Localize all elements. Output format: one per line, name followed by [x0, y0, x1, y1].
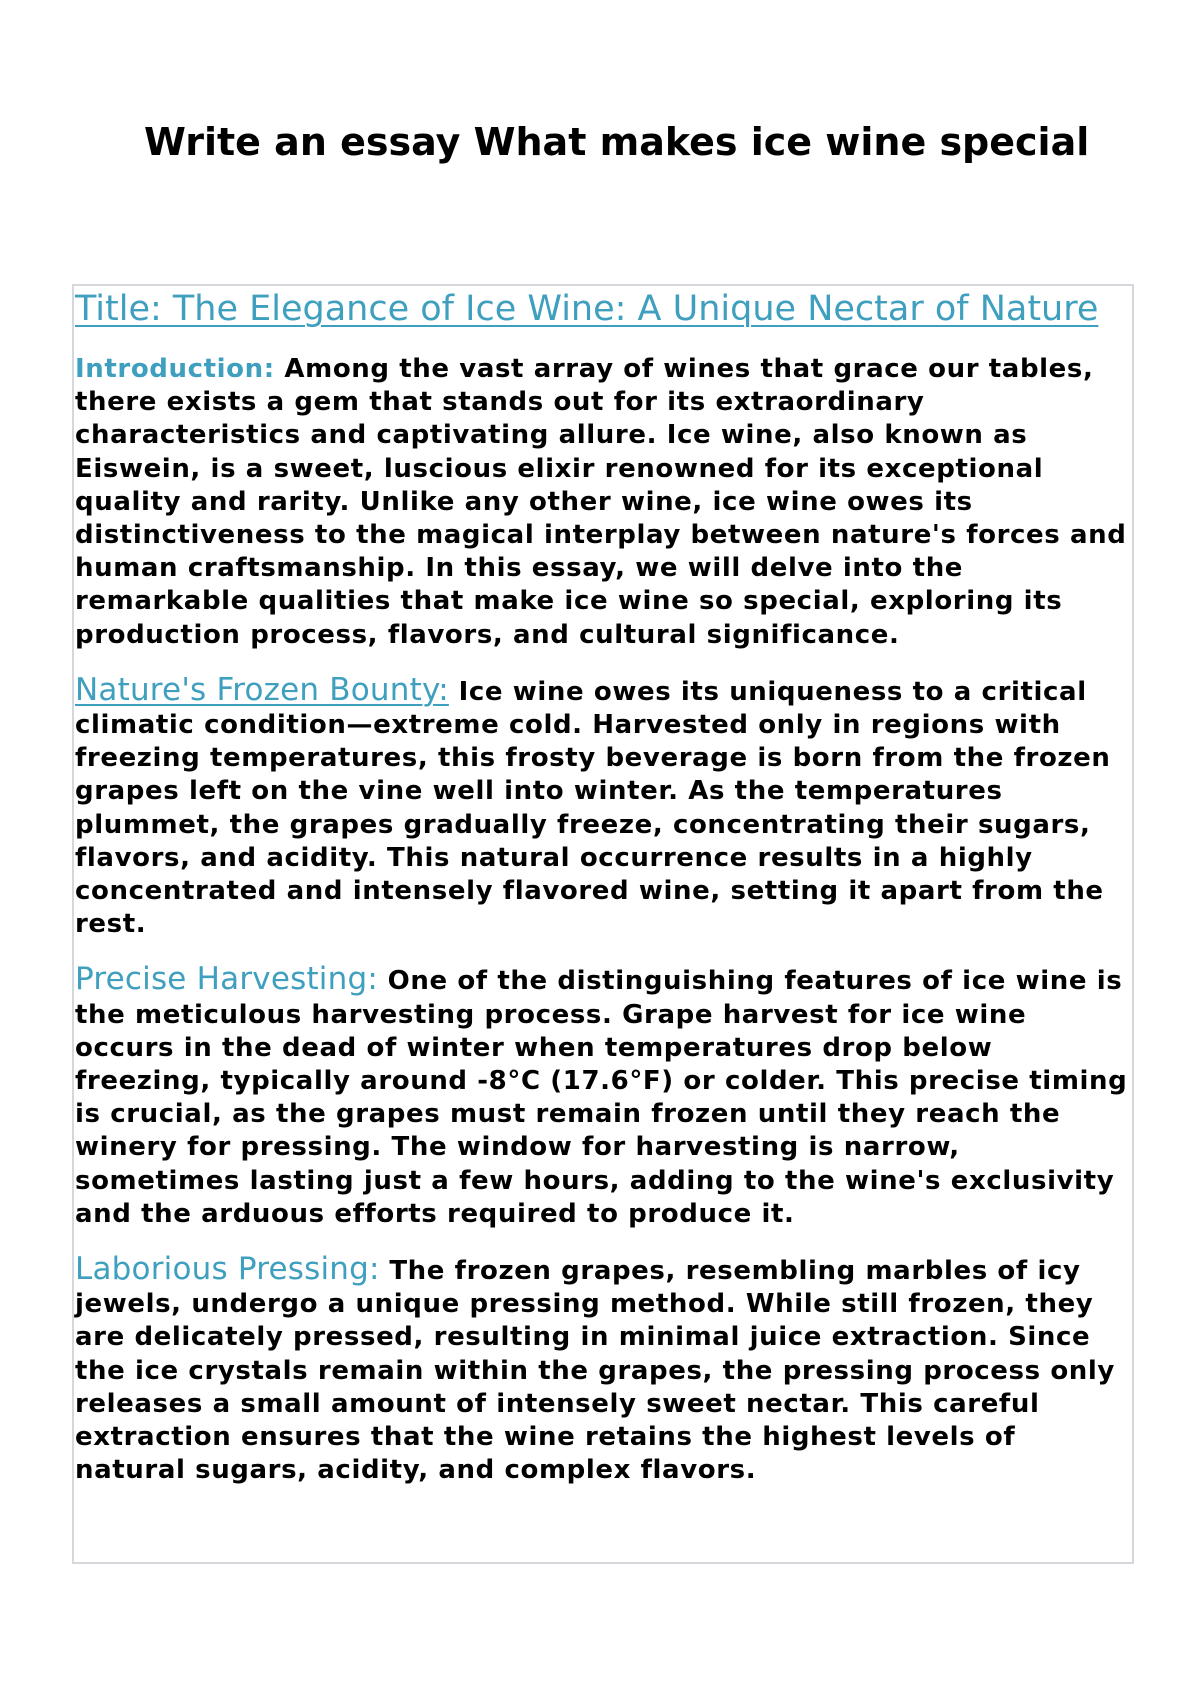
essay-title: Title: The Elegance of Ice Wine: A Unique Nectar of Nature [75, 289, 1099, 329]
section-precise-harvesting [75, 963, 1132, 1231]
section-text-natures-frozen-bounty: Ice wine owes its uniqueness to a critical climatic condition—extreme cold. Harvested only in regions with freezing temperatures, this frosty beverage is born from the frozen grapes left on the vine well into winter. As the temperatures plummet, the grapes gradually freeze, concentrating their sugars, flavors, and acidity. This natural occurrence results in a highly concentrated and intensely flavored wine, setting it apart from the rest. [75, 676, 1111, 940]
section-text-introduction: Among the vast array of wines that grace our tables, there exists a gem that stands out for its extraordinary characteristics and captivating allure. Ice wine, also known as Eiswein, is a sweet, luscious elixir renowned for its exceptional quality and rarity. Unlike any other wine, ice wine owes its distinctiveness to the magical interplay between nature's forces and human craftsmanship. In this essay, we will delve into the remarkable qualities that make ice wine so special, exploring its production process, flavors, and cultural significance. [75, 354, 1127, 650]
page-heading: Write an essay What makes ice wine special [144, 120, 1090, 164]
section-label-natures-frozen-bounty: Nature's Frozen Bounty: [75, 671, 449, 708]
section-label-precise-harvesting: Precise Harvesting: [75, 961, 378, 998]
section-laborious-pressing [75, 1253, 1132, 1487]
section-text-precise-harvesting: One of the distinguishing features of ice wine is the meticulous harvesting process. Grape harvest for ice wine occurs in the dead of winter when temperatures drop below freezing, typically around -8°C (17.6°F) or colder. This precise timing is crucial, as the grapes must remain frozen until they reach the winery for pressing. The window for harvesting is narrow, sometimes lasting just a few hours, adding to the wine's exclusivity and the arduous efforts required to produce it. [75, 966, 1128, 1229]
essay-box [72, 284, 1134, 1564]
section-natures-frozen-bounty [75, 671, 1132, 942]
section-label-introduction: Introduction: [75, 354, 275, 384]
section-introduction [75, 353, 1132, 652]
section-label-laborious-pressing: Laborious Pressing: [75, 1251, 380, 1288]
section-text-laborious-pressing: The frozen grapes, resembling marbles of icy jewels, undergo a unique pressing method. While still frozen, they are delicately pressed, resulting in minimal juice extraction. Since the ice crystals remain within the grapes, the pressing process only releases a small amount of intensely sweet nectar. This careful extraction ensures that the wine retains the highest levels of natural sugars, acidity, and complex flavors. [75, 1256, 1115, 1486]
